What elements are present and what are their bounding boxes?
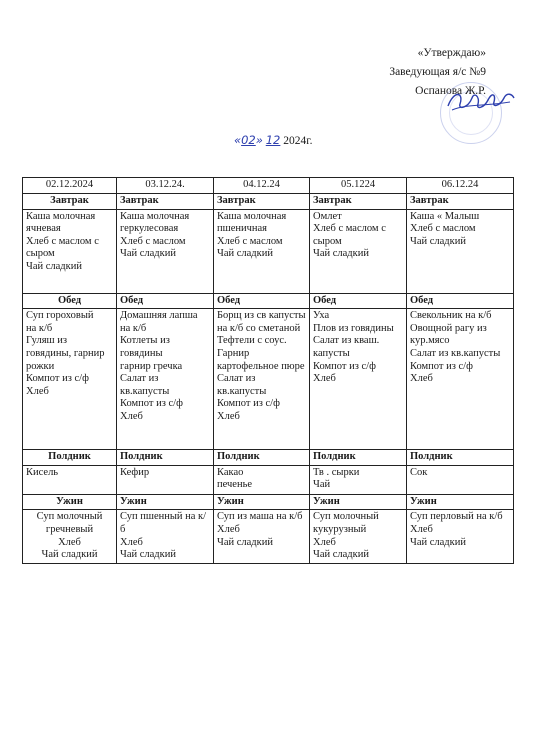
menu-table-wrap	[22, 177, 513, 581]
menu-table	[22, 177, 514, 564]
approval-title: «Утверждаю»	[417, 47, 486, 59]
meal-label: Обед	[117, 293, 214, 309]
meal-label: Полдник	[310, 450, 407, 466]
meal-label: Обед	[407, 293, 514, 309]
menu-date	[234, 133, 313, 147]
approval-position: Заведующая я/с №9	[389, 66, 486, 78]
date-quote-open: «	[234, 133, 242, 147]
lunch-header-row	[23, 293, 514, 309]
day-header: 03.12.24.	[117, 178, 214, 194]
meal-label: Полдник	[214, 450, 310, 466]
menu-cell: Омлет Хлеб с маслом с сыром Чай сладкий	[310, 209, 407, 293]
menu-cell: Кефир	[117, 465, 214, 494]
supper-row	[23, 510, 514, 563]
menu-cell: Суп пшенный на к/б Хлеб Чай сладкий	[117, 510, 214, 563]
meal-label: Завтрак	[407, 194, 514, 210]
approval-name: Оспанова Ж.Р.	[415, 85, 486, 97]
date-year: 2024г.	[283, 135, 313, 147]
menu-cell: Свекольник на к/б Овощной рагу из кур.мясо Салат из кв.капусты Компот из с/ф Хлеб	[407, 309, 514, 450]
meal-label: Обед	[310, 293, 407, 309]
breakfast-row	[23, 209, 514, 293]
menu-cell: Суп молочный кукурузный Хлеб Чай сладкий	[310, 510, 407, 563]
menu-cell: Каша молочная пшеничная Хлеб с маслом Чай сладкий	[214, 209, 310, 293]
menu-cell: Какао печенье	[214, 465, 310, 494]
meal-label: Ужин	[23, 494, 117, 510]
breakfast-header-row	[23, 194, 514, 210]
menu-cell: Суп перловый на к/б Хлеб Чай сладкий	[407, 510, 514, 563]
date-day: 02	[241, 133, 256, 147]
menu-cell: Кисель	[23, 465, 117, 494]
menu-cell: Тв . сырки Чай	[310, 465, 407, 494]
lunch-row	[23, 309, 514, 450]
menu-cell: Домашняя лапша на к/б Котлеты из говядины гарнир гречка Салат из кв.капусты Компот из с/ф Хлеб	[117, 309, 214, 450]
day-header: 06.12.24	[407, 178, 514, 194]
days-row	[23, 178, 514, 194]
meal-label: Ужин	[310, 494, 407, 510]
handwritten-signature	[444, 86, 516, 116]
meal-label: Обед	[214, 293, 310, 309]
snack-header-row	[23, 450, 514, 466]
menu-cell: Борщ из св капусты на к/б со сметаной Тефтели с соус. Гарнир картофельное пюре Салат из кв.капусты Компот из с/ф Хлеб	[214, 309, 310, 450]
menu-cell: Суп молочный гречневый Хлеб Чай сладкий	[23, 510, 117, 563]
meal-label: Завтрак	[214, 194, 310, 210]
day-header: 05.1224	[310, 178, 407, 194]
menu-cell: Суп гороховый на к/б Гуляш из говядины, гарнир рожки Компот из с/ф Хлеб	[23, 309, 117, 450]
menu-cell: Уха Плов из говядины Салат из кваш. капусты Компот из с/ф Хлеб	[310, 309, 407, 450]
day-header: 02.12.2024	[23, 178, 117, 194]
meal-label: Завтрак	[117, 194, 214, 210]
meal-label: Ужин	[214, 494, 310, 510]
meal-label: Ужин	[117, 494, 214, 510]
menu-cell: Каша молочная ячневая Хлеб с маслом с сыром Чай сладкий	[23, 209, 117, 293]
menu-cell: Суп из маша на к/б Хлеб Чай сладкий	[214, 510, 310, 563]
menu-cell: Каша молочная геркулесовая Хлеб с маслом Чай сладкий	[117, 209, 214, 293]
snack-row	[23, 465, 514, 494]
meal-label: Полдник	[117, 450, 214, 466]
day-header: 04.12.24	[214, 178, 310, 194]
meal-label: Ужин	[407, 494, 514, 510]
meal-label: Завтрак	[23, 194, 117, 210]
menu-cell: Каша « Малыш Хлеб с маслом Чай сладкий	[407, 209, 514, 293]
meal-label: Обед	[23, 293, 117, 309]
date-month: 12	[265, 133, 281, 147]
meal-label: Завтрак	[310, 194, 407, 210]
meal-label: Полдник	[407, 450, 514, 466]
date-quote-close: »	[255, 133, 263, 147]
menu-cell: Сок	[407, 465, 514, 494]
meal-label: Полдник	[23, 450, 117, 466]
supper-header-row	[23, 494, 514, 510]
